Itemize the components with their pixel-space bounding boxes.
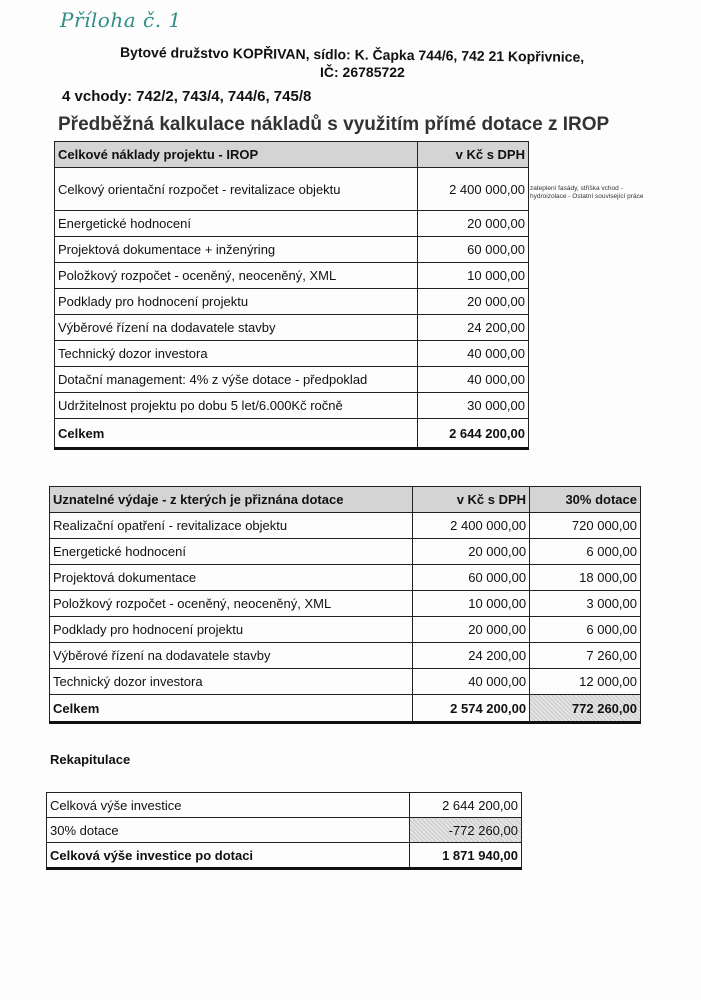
row-label: Celkový orientační rozpočet - revitalizace objektu	[55, 168, 418, 211]
entrances-line: 4 vchody: 742/2, 743/4, 744/6, 745/8	[62, 88, 312, 105]
row-label: Energetické hodnocení	[50, 539, 413, 565]
total-subsidy: 772 260,00	[530, 695, 641, 723]
row-label: Položkový rozpočet - oceněný, neoceněný, XML	[50, 591, 413, 617]
row-value: 40 000,00	[418, 341, 529, 367]
row-value: 20 000,00	[418, 289, 529, 315]
total-row	[50, 695, 641, 723]
row-label: Celková výše investice	[47, 793, 410, 818]
row-value: 20 000,00	[413, 617, 530, 643]
table-row	[55, 367, 529, 393]
row-value: 2 644 200,00	[410, 793, 522, 818]
row-value: 2 400 000,00	[413, 513, 530, 539]
row-subsidy: 18 000,00	[530, 565, 641, 591]
recap-heading: Rekapitulace	[50, 752, 131, 767]
row-value: 40 000,00	[418, 367, 529, 393]
column-header-label: Uznatelné výdaje - z kterých je přiznána dotace	[50, 487, 413, 513]
row-value: 60 000,00	[418, 237, 529, 263]
row-subsidy: 6 000,00	[530, 617, 641, 643]
row-subsidy: 7 260,00	[530, 643, 641, 669]
row-value: 10 000,00	[418, 263, 529, 289]
row-label: Energetické hodnocení	[55, 211, 418, 237]
row-value: 60 000,00	[413, 565, 530, 591]
row-value: 2 400 000,00	[418, 168, 529, 211]
table-row	[50, 643, 641, 669]
row-label: Výběrové řízení na dodavatele stavby	[50, 643, 413, 669]
table-row	[50, 617, 641, 643]
handwritten-annex-note: Příloha č. 1	[60, 8, 182, 32]
total-row	[47, 843, 522, 869]
row-value: 20 000,00	[413, 539, 530, 565]
column-header-subsidy: 30% dotace	[530, 487, 641, 513]
row-value: 24 200,00	[418, 315, 529, 341]
row-label: Podklady pro hodnocení projektu	[55, 289, 418, 315]
total-row	[55, 419, 529, 449]
row-label: Projektová dokumentace	[50, 565, 413, 591]
row-value: 10 000,00	[413, 591, 530, 617]
table-header-row	[50, 487, 641, 513]
row-label: Projektová dokumentace + inženýring	[55, 237, 418, 263]
row-subsidy: 3 000,00	[530, 591, 641, 617]
total-value: 2 574 200,00	[413, 695, 530, 723]
total-label: Celková výše investice po dotaci	[47, 843, 410, 869]
total-value: 2 644 200,00	[418, 419, 529, 449]
row-value: 40 000,00	[413, 669, 530, 695]
row-label: Dotační management: 4% z výše dotace - předpoklad	[55, 367, 418, 393]
table-row	[55, 315, 529, 341]
table-row	[55, 263, 529, 289]
row-label: 30% dotace	[47, 818, 410, 843]
table-row	[50, 513, 641, 539]
side-note: zateplení fasády, stříška vchod - hydroizolace - Ostatní související práce	[530, 185, 644, 200]
column-header-label: Celkové náklady projektu - IROP	[55, 142, 418, 168]
row-label: Položkový rozpočet - oceněný, neoceněný, XML	[55, 263, 418, 289]
row-label: Realizační opatření - revitalizace objektu	[50, 513, 413, 539]
column-header-value: v Kč s DPH	[418, 142, 529, 168]
table-row	[55, 168, 529, 211]
row-label: Technický dozor investora	[55, 341, 418, 367]
total-value: 1 871 940,00	[410, 843, 522, 869]
company-id: IČ: 26785722	[320, 64, 405, 80]
row-value: -772 260,00	[410, 818, 522, 843]
row-label: Technický dozor investora	[50, 669, 413, 695]
total-costs-table	[54, 141, 529, 450]
table-row	[47, 793, 522, 818]
table-row	[55, 211, 529, 237]
total-label: Celkem	[55, 419, 418, 449]
row-label: Výběrové řízení na dodavatele stavby	[55, 315, 418, 341]
recap-table	[46, 792, 522, 870]
table-row	[50, 669, 641, 695]
row-subsidy: 6 000,00	[530, 539, 641, 565]
table-row	[55, 237, 529, 263]
row-value: 20 000,00	[418, 211, 529, 237]
table-row	[55, 341, 529, 367]
table-row	[50, 565, 641, 591]
cooperative-address: Bytové družstvo KOPŘIVAN, sídlo: K. Čapka 744/6, 742 21 Kopřivnice,	[119, 44, 585, 65]
row-subsidy: 12 000,00	[530, 669, 641, 695]
column-header-value: v Kč s DPH	[413, 487, 530, 513]
table-row	[50, 591, 641, 617]
row-value: 30 000,00	[418, 393, 529, 419]
table-header-row	[55, 142, 529, 168]
row-label: Podklady pro hodnocení projektu	[50, 617, 413, 643]
table-row	[50, 539, 641, 565]
row-label: Udržitelnost projektu po dobu 5 let/6.000Kč ročně	[55, 393, 418, 419]
row-subsidy: 720 000,00	[530, 513, 641, 539]
page-title: Předběžná kalkulace nákladů s využitím přímé dotace z IROP	[58, 114, 610, 135]
row-value: 24 200,00	[413, 643, 530, 669]
table-row	[47, 818, 522, 843]
eligible-expenses-table	[49, 486, 641, 724]
table-row	[55, 289, 529, 315]
total-label: Celkem	[50, 695, 413, 723]
table-row	[55, 393, 529, 419]
